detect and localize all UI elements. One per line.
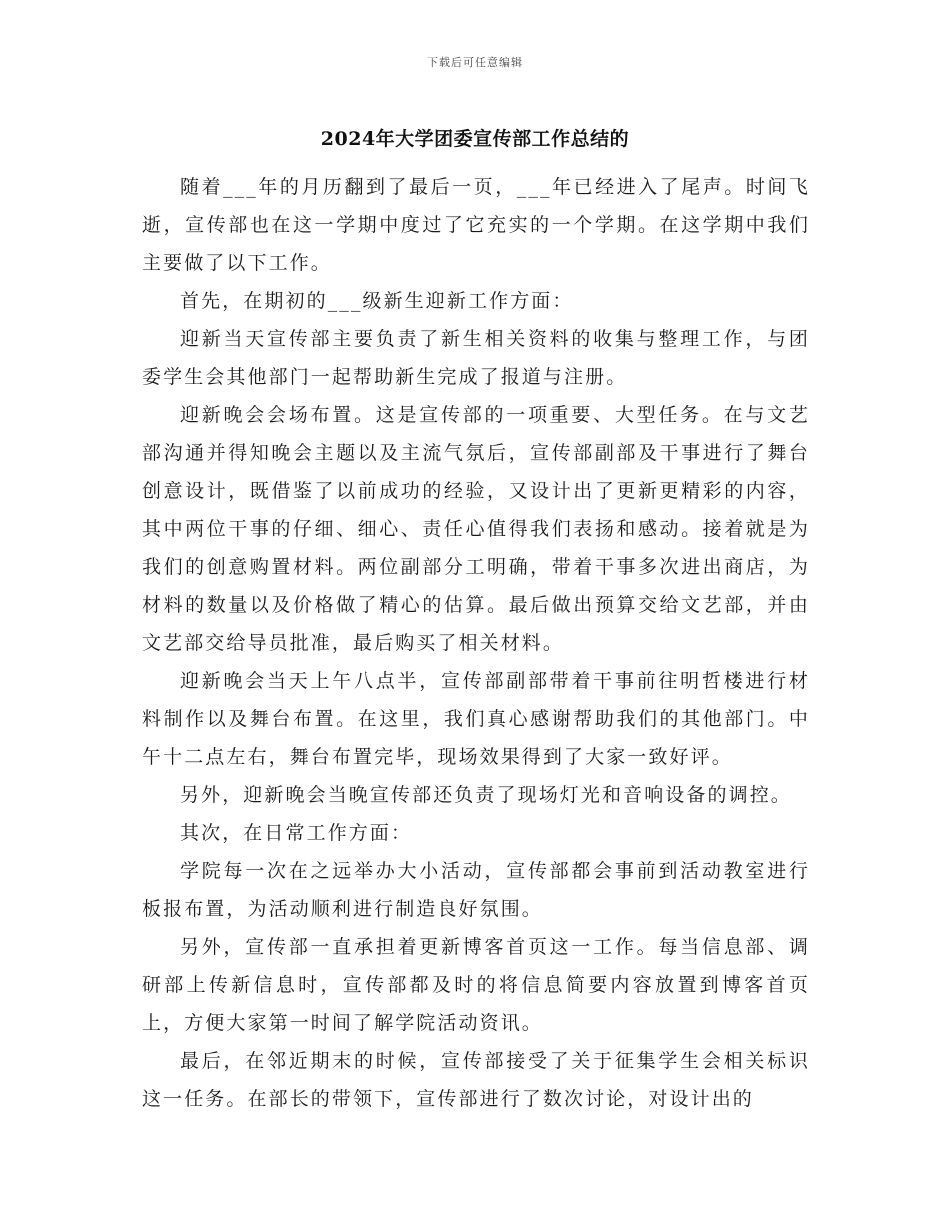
paragraph: 另外，迎新晚会当晚宣传部还负责了现场灯光和音响设备的调控。 <box>180 784 792 806</box>
paragraph: 其次，在日常工作方面： <box>180 822 413 844</box>
document-title: 2024年大学团委宣传部工作总结的 <box>320 128 630 150</box>
paragraph: 首先，在期初的___级新生迎新工作方面： <box>180 290 574 312</box>
paragraph: 最后，在邻近期末的时候，宣传部接受了关于征集学生会相关标识这一任务。在部长的带领下，宣传部进行了数次讨论，对设计出的 <box>142 1050 810 1110</box>
document-body <box>142 168 810 1118</box>
header-note: 下载后可任意编辑 <box>427 56 523 69</box>
paragraph: 迎新当天宣传部主要负责了新生相关资料的收集与整理工作，与团委学生会其他部门一起帮助新生完成了报道与注册。 <box>142 328 810 388</box>
paragraph: 另外，宣传部一直承担着更新博客首页这一工作。每当信息部、调研部上传新信息时，宣传部都及时的将信息简要内容放置到博客首页上，方便大家第一时间了解学院活动资讯。 <box>142 936 810 1034</box>
paragraph: 学院每一次在之远举办大小活动，宣传部都会事前到活动教室进行板报布置，为活动顺利进行制造良好氛围。 <box>142 860 810 920</box>
paragraph: 随着___年的月历翻到了最后一页，___年已经进入了尾声。时间飞逝，宣传部也在这一学期中度过了它充实的一个学期。在这学期中我们主要做了以下工作。 <box>142 176 810 274</box>
paragraph: 迎新晚会当天上午八点半，宣传部副部带着干事前往明哲楼进行材料制作以及舞台布置。在这里，我们真心感谢帮助我们的其他部门。中午十二点左右，舞台布置完毕，现场效果得到了大家一致好评。 <box>142 670 810 768</box>
paragraph: 迎新晚会会场布置。这是宣传部的一项重要、大型任务。在与文艺部沟通并得知晚会主题以及主流气氛后，宣传部副部及干事进行了舞台创意设计，既借鉴了以前成功的经验，又设计出了更新更精彩的内容，其中两位干事的仔细、细心、责任心值得我们表扬和感动。接着就是为我们的创意购置材料。两位副部分工明确，带着干事多次进出商店，为材料的数量以及价格做了精心的估算。最后做出预算交给文艺部，并由文艺部交给导员批准，最后购买了相关材料。 <box>142 404 810 654</box>
